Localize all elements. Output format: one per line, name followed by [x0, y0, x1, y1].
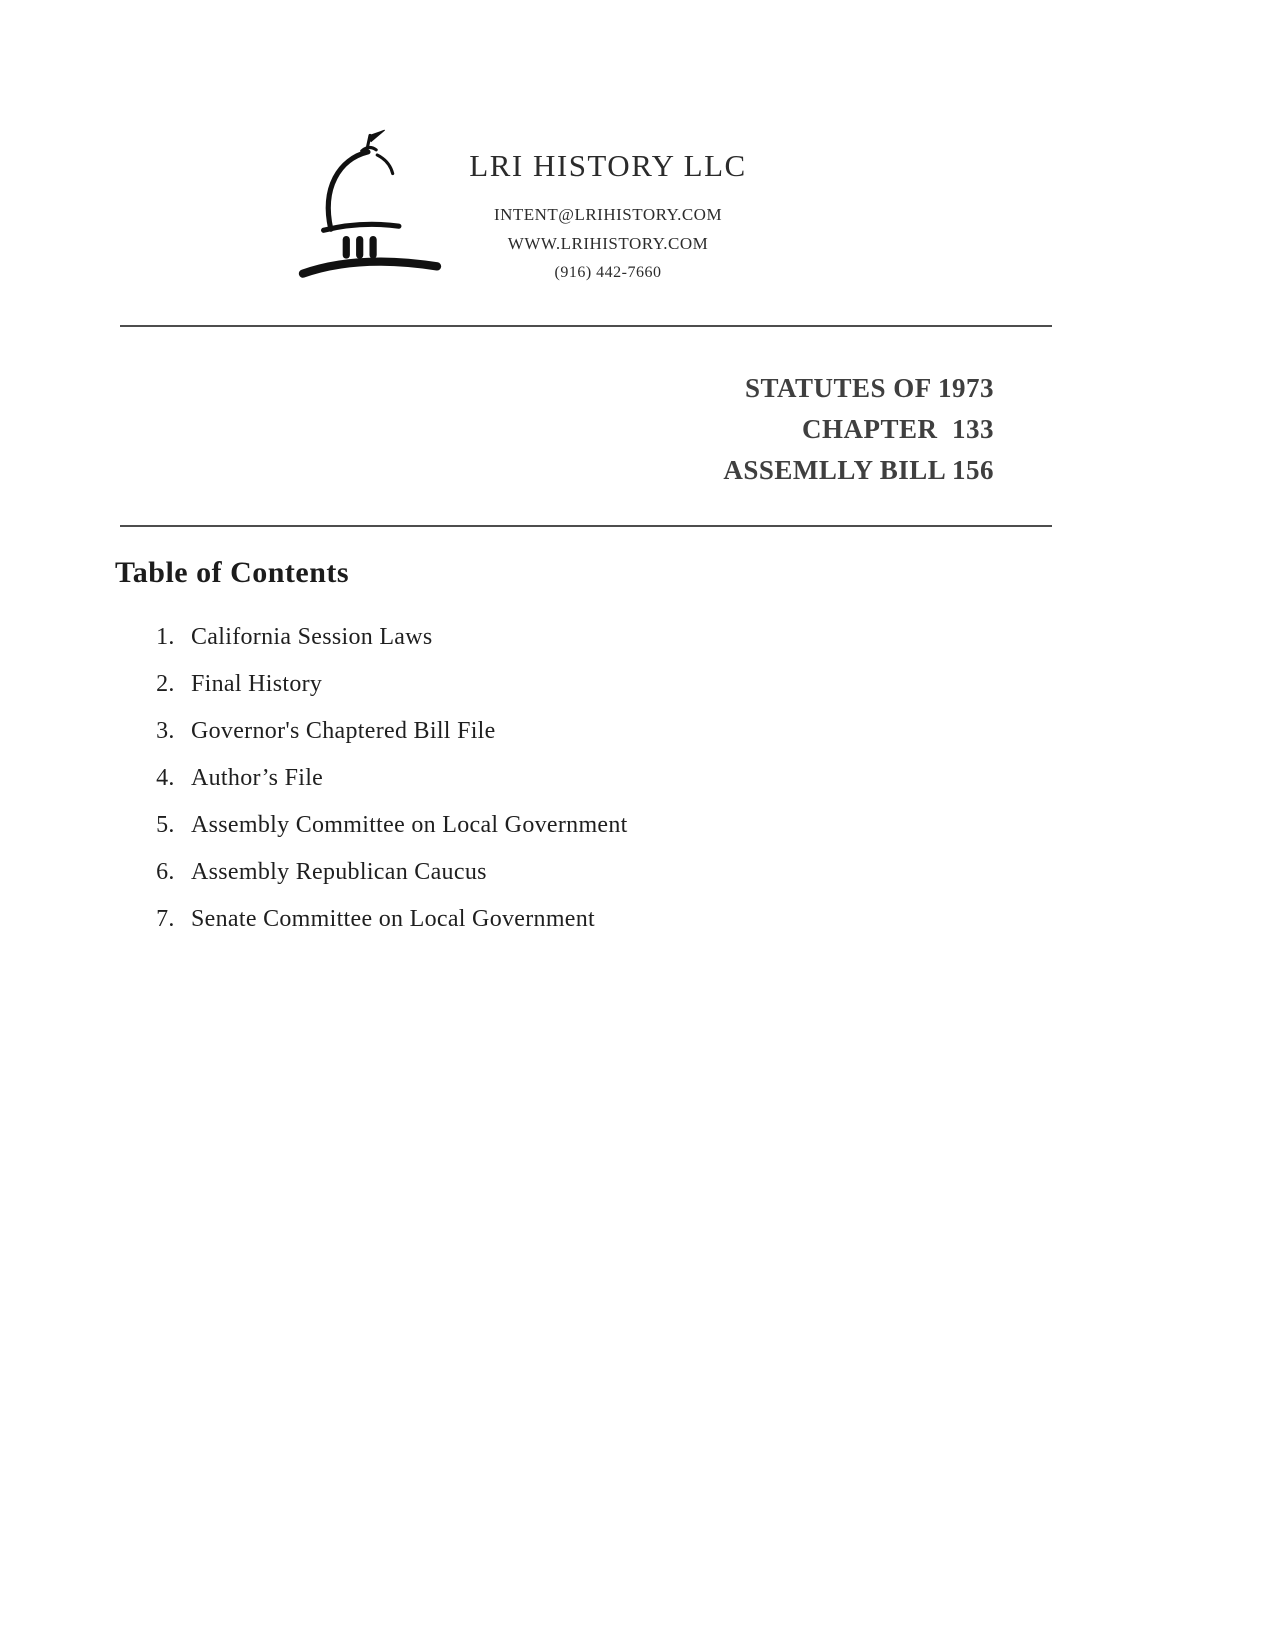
toc-item: 7. Senate Committee on Local Government: [181, 904, 628, 951]
company-email: INTENT@LRIHISTORY.COM: [493, 205, 723, 224]
company-phone: (916) 442-7660: [554, 264, 662, 281]
statute-title-block: [723, 368, 994, 491]
company-website: WWW.LRIHISTORY.COM: [507, 234, 709, 253]
statutes-year-line: STATUTES OF 1973: [744, 373, 994, 403]
toc-item: 2. Final History: [181, 669, 628, 716]
toc-heading: Table of Contents: [115, 556, 350, 589]
company-name: LRI HISTORY LLC: [469, 148, 747, 183]
toc-item: 6. Assembly Republican Caucus: [181, 857, 628, 904]
toc-item: 3. Governor's Chaptered Bill File: [181, 716, 628, 763]
chapter-line: CHAPTER 133: [801, 414, 994, 444]
letterhead: [448, 148, 768, 288]
capitol-building-sketch-icon: [290, 122, 450, 287]
assembly-bill-line: ASSEMLLY BILL 156: [723, 455, 994, 485]
toc-list: [115, 622, 628, 951]
toc-item: 1. California Session Laws: [181, 622, 628, 669]
horizontal-rule-bottom: [120, 525, 1052, 527]
toc-item: 4. Author’s File: [181, 763, 628, 810]
horizontal-rule-top: [120, 325, 1052, 327]
toc-item: 5. Assembly Committee on Local Government: [181, 810, 628, 857]
